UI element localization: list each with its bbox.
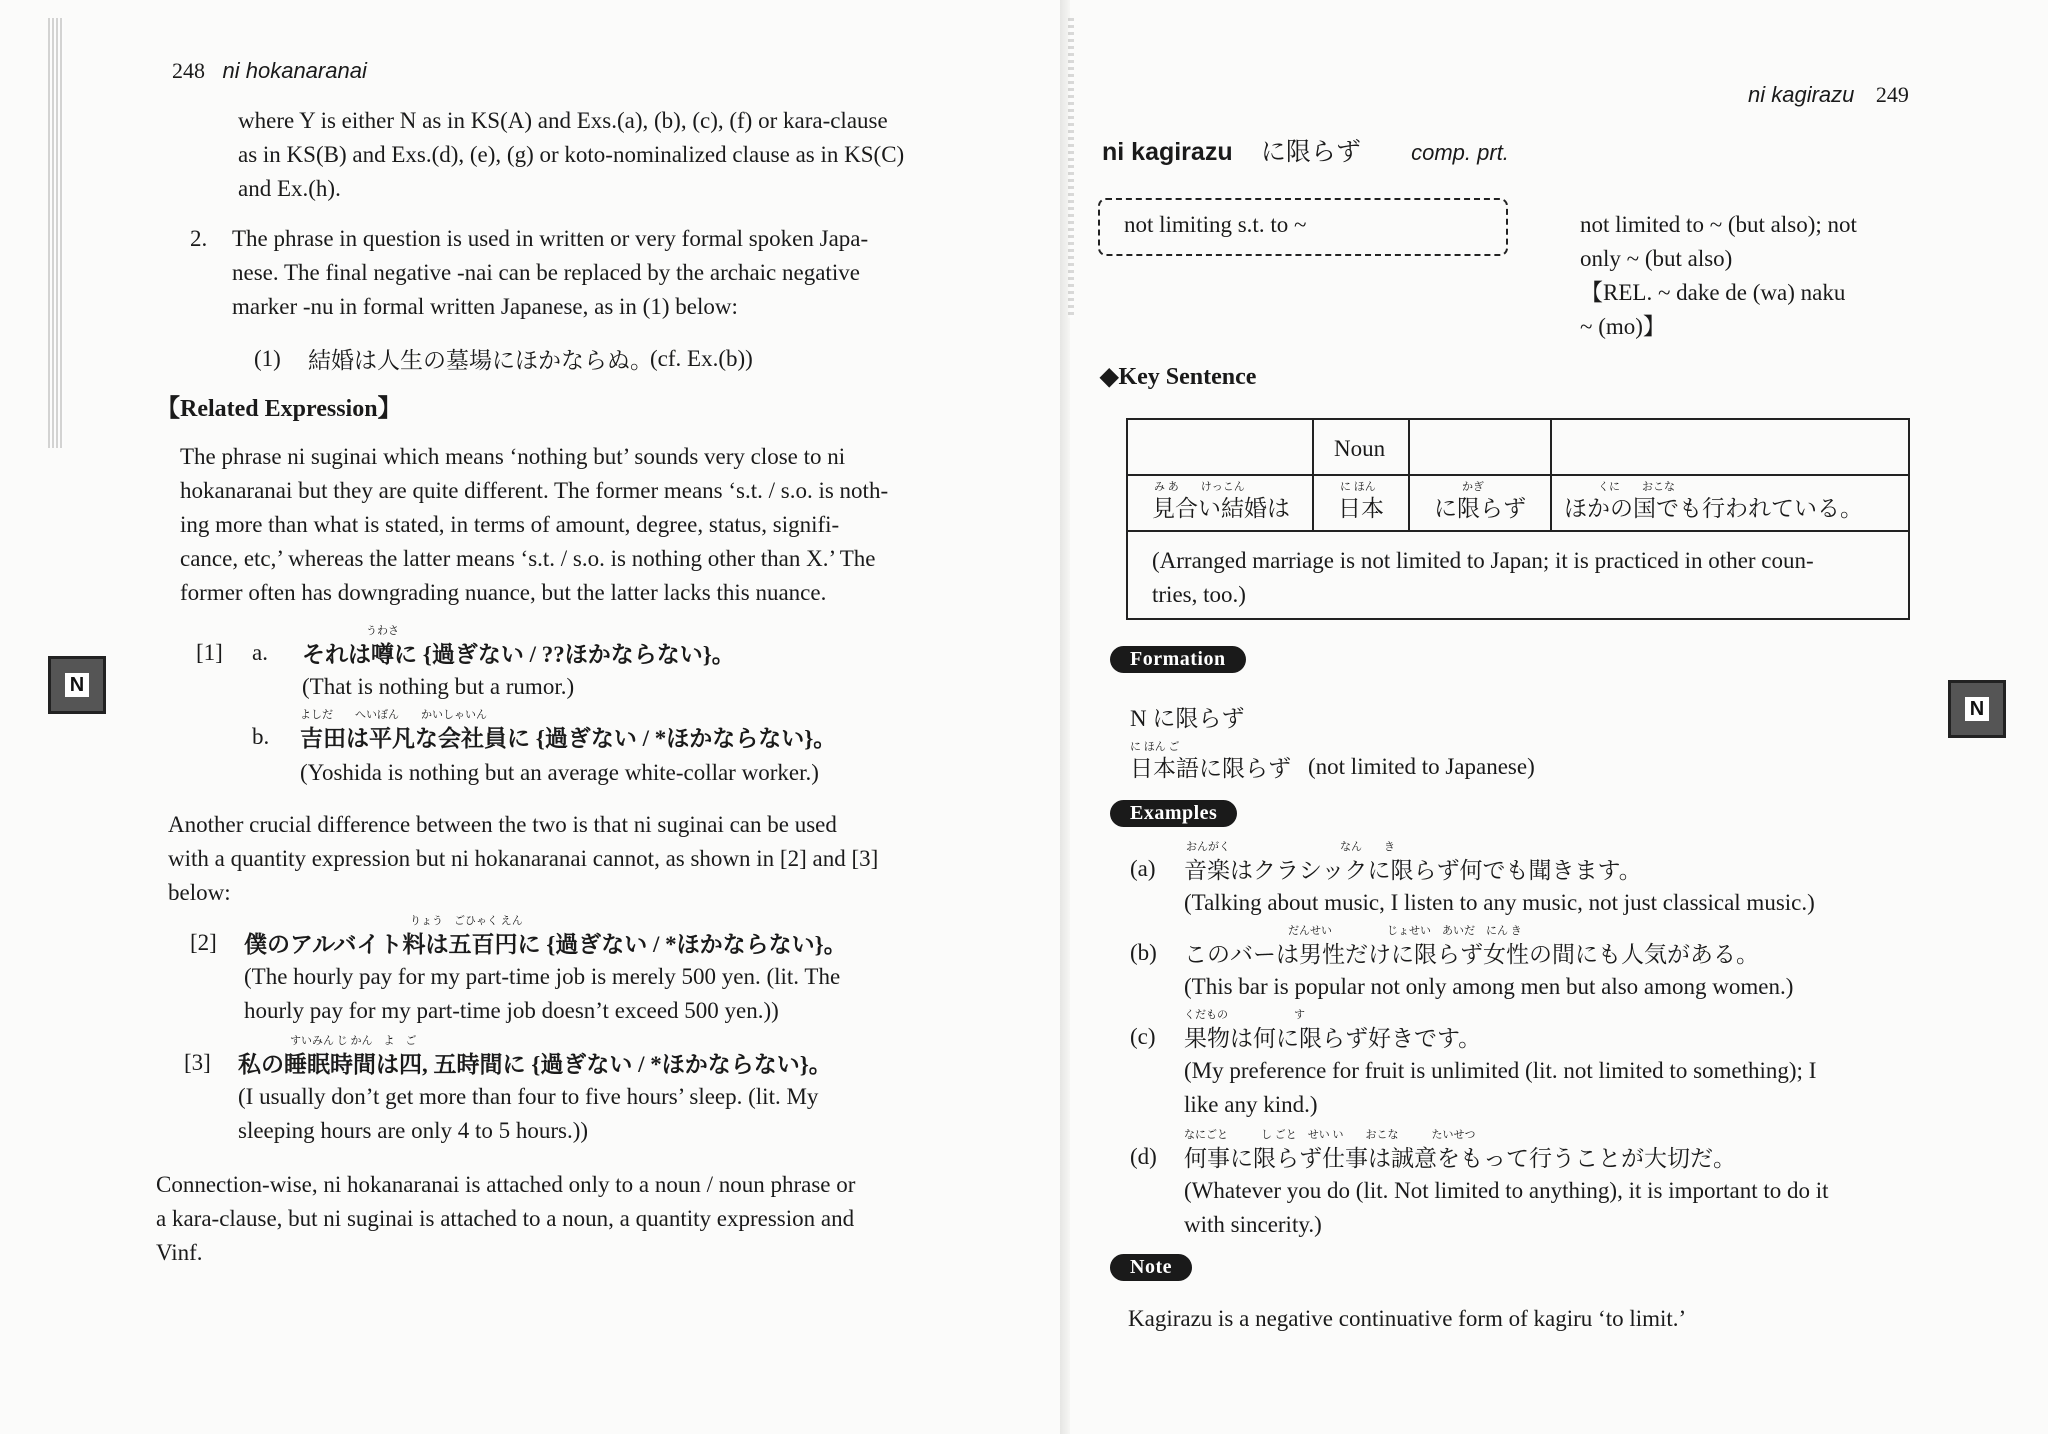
connection-line-3: Vinf.	[156, 1240, 203, 1265]
core-meaning-text: not limiting s.t. to ~	[1124, 212, 1307, 237]
ks-translation-1: (Arranged marriage is not limited to Japan; it is practiced in other coun-	[1152, 548, 1814, 573]
difference-line-1: Another crucial difference between the two is that ni suginai can be used	[168, 812, 837, 837]
ks-ruby-1: み あ けっこん	[1154, 481, 1245, 493]
meaning-line-1: not limited to ~ (but also); not	[1580, 212, 1857, 237]
left-tab-letter: N	[65, 673, 89, 697]
related-line-5: former often has downgrading nuance, but the latter lacks this nuance.	[180, 580, 827, 605]
connection-line-2: a kara-clause, but ni suginai is attached to a noun, a quantity expression and	[156, 1206, 855, 1231]
key-sentence-heading: ◆Key Sentence	[1100, 364, 1257, 390]
formation-label: Formation	[1110, 646, 1246, 673]
ks-ruby-2: に ほん	[1340, 481, 1376, 493]
example-d-label: (d)	[1130, 1144, 1157, 1169]
bracket1a-ruby: うわさ	[366, 625, 399, 637]
bracket3-label: [3]	[184, 1050, 211, 1075]
bracket2-ruby: りょう ごひゃく えん	[410, 915, 523, 927]
example-a-japanese: 音楽はクラシックに限らず何でも聞きます。	[1184, 858, 1642, 883]
formation-example-japanese: 日本語に限らず	[1130, 756, 1291, 781]
examples-label: Examples	[1110, 800, 1237, 827]
example-b-ruby: だんせい じょせい あいだ にん き	[1288, 925, 1522, 937]
scan-edge-left	[48, 18, 64, 448]
meaning-rel-2: ~ (mo)】	[1580, 314, 1666, 339]
related-line-3: ing more than what is stated, in terms of amount, degree, status, signifi-	[180, 512, 840, 537]
formation-example-ruby: に ほん ご	[1130, 741, 1180, 753]
bracket2-japanese: 僕のアルバイト料は五百円に {過ぎない / *ほかならない}。	[244, 932, 847, 957]
right-page-number: 249	[1875, 82, 1909, 107]
ks-translation-2: tries, too.)	[1152, 582, 1246, 607]
ex1-label: (1)	[254, 346, 281, 371]
formation-pattern: N に限らず	[1130, 706, 1245, 731]
ks-cell-subject: 見合い結婚は	[1152, 496, 1290, 521]
entry-japanese: に限らず	[1260, 139, 1361, 166]
ks-cell-predicate: ほかの国でも行われている。	[1564, 496, 1863, 521]
ks-cell-noun: 日本	[1338, 496, 1384, 521]
note2-line2: nese. The final negative -nai can be replaced by the archaic negative	[232, 260, 860, 285]
bracket2-label: [2]	[190, 930, 217, 955]
example-d-english-1: (Whatever you do (lit. Not limited to anything), it is important to do it	[1184, 1178, 1829, 1203]
p1-line2: as in KS(B) and Exs.(d), (e), (g) or koto-nominalized clause as in KS(C)	[238, 142, 905, 167]
entry-part-of-speech: comp. prt.	[1411, 140, 1509, 165]
bracket1-label: [1]	[196, 640, 223, 665]
bracket2-english-1: (The hourly pay for my part-time job is merely 500 yen. (lit. The	[244, 964, 841, 989]
connection-line-1: Connection-wise, ni hokanaranai is attached only to a noun / noun phrase or	[156, 1172, 856, 1197]
bracket3-ruby: すいみん じ かん よ ご	[290, 1035, 417, 1047]
ex1-cf: (cf. Ex.(b))	[650, 346, 753, 371]
example-c-japanese: 果物は何に限らず好きです。	[1184, 1026, 1482, 1051]
bracket3-japanese: 私の睡眠時間は四, 五時間に {過ぎない / *ほかならない}。	[238, 1052, 832, 1077]
note2-line1: The phrase in question is used in written or very formal spoken Japa-	[232, 226, 869, 251]
example-b-japanese: このバーは男性だけに限らず女性の間にも人気がある。	[1184, 942, 1759, 967]
difference-line-2: with a quantity expression but ni hokanaranai cannot, as shown in [2] and [3]	[168, 846, 879, 871]
example-d-english-2: with sincerity.)	[1184, 1212, 1322, 1237]
meaning-rel-1: 【REL. ~ dake de (wa) naku	[1580, 280, 1846, 305]
bracket3-english-2: sleeping hours are only 4 to 5 hours.))	[238, 1118, 589, 1143]
note2-line3: marker -nu in formal written Japanese, as in (1) below:	[232, 294, 738, 319]
example-c-english-2: like any kind.)	[1184, 1092, 1318, 1117]
ex1-japanese: 結婚は人生の墓場にほかならぬ。	[308, 348, 653, 373]
example-b-label: (b)	[1130, 940, 1157, 965]
difference-line-3: below:	[168, 880, 231, 905]
left-thumb-index-tab	[48, 656, 106, 714]
note-label: Note	[1110, 1254, 1192, 1281]
note-text: Kagirazu is a negative continuative form of kagiru ‘to limit.’	[1128, 1306, 1687, 1331]
right-header-title: ni kagirazu	[1748, 82, 1855, 107]
left-page-number: 248	[172, 58, 205, 83]
related-line-2: hokanaranai but they are quite different. The former means ‘s.t. / s.o. is noth-	[180, 478, 889, 503]
bracket1b-label: b.	[252, 724, 270, 749]
example-a-english: (Talking about music, I listen to any music, not just classical music.)	[1184, 890, 1815, 915]
left-running-head	[172, 58, 367, 84]
right-tab-letter: N	[1965, 697, 1989, 721]
scan-edge-right	[1068, 18, 1074, 318]
bracket1a-label: a.	[252, 640, 268, 665]
example-a-label: (a)	[1130, 856, 1156, 881]
bracket1b-japanese: 吉田は平凡な会社員に {過ぎない / *ほかならない}。	[300, 726, 837, 751]
bracket1b-english: (Yoshida is nothing but an average white-collar worker.)	[300, 760, 819, 785]
bracket2-english-2: hourly pay for my part-time job doesn’t exceed 500 yen.))	[244, 998, 779, 1023]
p1-line3: and Ex.(h).	[238, 176, 341, 201]
bracket1b-ruby: よしだ へいぼん かいしゃいん	[300, 709, 487, 721]
related-expression-heading: 【Related Expression】	[156, 396, 402, 422]
meaning-line-2: only ~ (but also)	[1580, 246, 1733, 271]
related-line-1: The phrase ni suginai which means ‘nothing but’ sounds very close to ni	[180, 444, 846, 469]
example-a-ruby: おんがく なん き	[1186, 841, 1395, 853]
related-line-4: cance, etc,’ whereas the latter means ‘s.t. / s.o. is nothing other than X.’ The	[180, 546, 876, 571]
note2-label: 2.	[190, 226, 208, 251]
left-header-title: ni hokanaranai	[222, 58, 367, 83]
entry-romaji: ni kagirazu	[1102, 138, 1233, 166]
ks-cell-particle: に限らず	[1434, 496, 1526, 521]
right-thumb-index-tab	[1948, 680, 2006, 738]
example-d-japanese: 何事に限らず仕事は誠意をもって行うことが大切だ。	[1184, 1146, 1736, 1171]
formation-example-english: (not limited to Japanese)	[1308, 754, 1535, 779]
right-running-head	[1748, 82, 1909, 108]
example-c-english-1: (My preference for fruit is unlimited (lit. not limited to something); I	[1184, 1058, 1817, 1083]
example-b-english: (This bar is popular not only among men but also among women.)	[1184, 974, 1794, 999]
bracket1a-english: (That is nothing but a rumor.)	[302, 674, 575, 699]
example-c-ruby: くだもの す	[1184, 1009, 1305, 1021]
ks-header-noun: Noun	[1334, 436, 1386, 461]
p1-line1: where Y is either N as in KS(A) and Exs.(a), (b), (c), (f) or kara-clause	[238, 108, 888, 133]
example-c-label: (c)	[1130, 1024, 1156, 1049]
example-d-ruby: なにごと し ごと せい い おこな たいせつ	[1184, 1129, 1476, 1141]
key-sentence-table	[1126, 418, 1910, 620]
ks-ruby-3: かぎ	[1462, 481, 1484, 493]
entry-headword	[1102, 132, 1509, 168]
bracket3-english-1: (I usually don’t get more than four to five hours’ sleep. (lit. My	[238, 1084, 819, 1109]
bracket1a-japanese: それは噂に {過ぎない / ??ほかならない}。	[302, 642, 735, 667]
ks-ruby-4: くに おこな	[1598, 481, 1675, 493]
